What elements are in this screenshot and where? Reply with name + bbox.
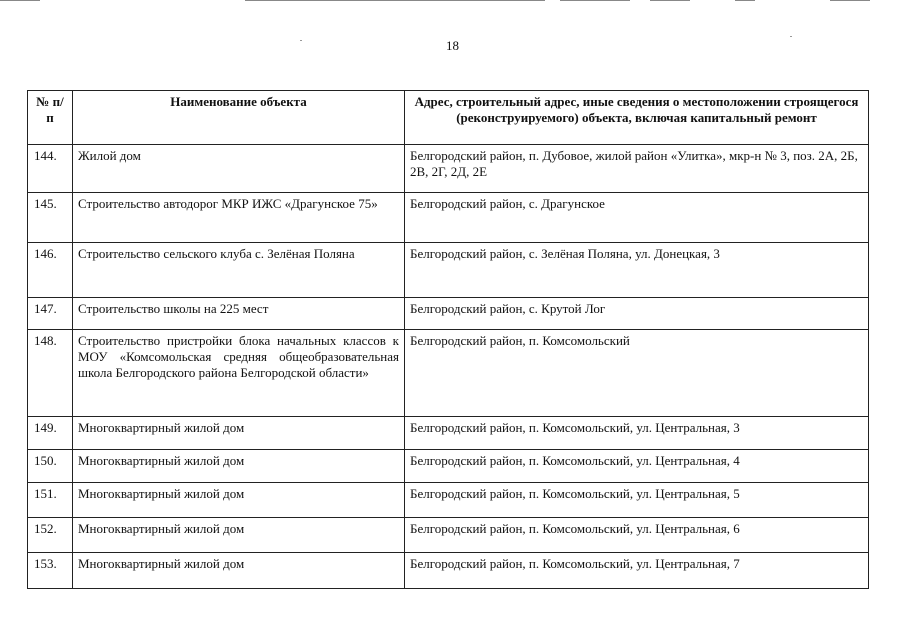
table-row (28, 553, 869, 589)
row-num: 150. (28, 450, 73, 483)
row-address: Белгородский район, п. Комсомольский, ул. Центральная, 4 (405, 450, 869, 483)
header-address: Адрес, строительный адрес, иные сведения о местоположении строящегося (реконструируемого) объекта, включая капитальный ремонт (405, 91, 869, 145)
table-row (28, 298, 869, 330)
row-address: Белгородский район, п. Комсомольский (405, 330, 869, 417)
row-name: Многоквартирный жилой дом (73, 417, 405, 450)
row-name: Многоквартирный жилой дом (73, 518, 405, 553)
table-row (28, 145, 869, 193)
row-name: Строительство автодорог МКР ИЖС «Драгунское 75» (73, 193, 405, 243)
row-address: Белгородский район, п. Комсомольский, ул. Центральная, 7 (405, 553, 869, 589)
row-name: Строительство сельского клуба с. Зелёная Поляна (73, 243, 405, 298)
scan-artifact (0, 0, 40, 1)
row-num: 147. (28, 298, 73, 330)
table-header-row (28, 91, 869, 145)
row-name: Многоквартирный жилой дом (73, 483, 405, 518)
table-row (28, 193, 869, 243)
row-name: Многоквартирный жилой дом (73, 553, 405, 589)
row-num: 152. (28, 518, 73, 553)
scan-artifact (735, 0, 755, 1)
header-num: № п/п (28, 91, 73, 145)
page-number: 18 (446, 38, 459, 53)
row-num: 148. (28, 330, 73, 417)
row-address: Белгородский район, п. Дубовое, жилой район «Улитка», мкр-н № 3, поз. 2А, 2Б, 2В, 2Г, 2Д, 2Е (405, 145, 869, 193)
scan-artifact (650, 0, 690, 1)
scan-speck (790, 36, 792, 37)
table-row (28, 450, 869, 483)
table-row (28, 518, 869, 553)
row-num: 151. (28, 483, 73, 518)
row-num: 149. (28, 417, 73, 450)
table-row (28, 330, 869, 417)
table-row (28, 243, 869, 298)
scan-artifact (560, 0, 630, 1)
scan-artifact (830, 0, 870, 1)
header-name: Наименование объекта (73, 91, 405, 145)
row-num: 153. (28, 553, 73, 589)
row-address: Белгородский район, п. Комсомольский, ул. Центральная, 5 (405, 483, 869, 518)
row-num: 144. (28, 145, 73, 193)
row-num: 146. (28, 243, 73, 298)
row-address: Белгородский район, п. Комсомольский, ул. Центральная, 3 (405, 417, 869, 450)
row-address: Белгородский район, с. Драгунское (405, 193, 869, 243)
row-address: Белгородский район, п. Комсомольский, ул. Центральная, 6 (405, 518, 869, 553)
table-row (28, 483, 869, 518)
scan-artifact (245, 0, 545, 1)
row-name: Многоквартирный жилой дом (73, 450, 405, 483)
objects-table (27, 90, 869, 589)
row-name: Жилой дом (73, 145, 405, 193)
row-name: Строительство пристройки блока начальных классов к МОУ «Комсомольская средняя общеобразовательная школа Белгородского района Белгородской области» (73, 330, 405, 417)
row-address: Белгородский район, с. Зелёная Поляна, ул. Донецкая, 3 (405, 243, 869, 298)
row-name: Строительство школы на 225 мест (73, 298, 405, 330)
row-address: Белгородский район, с. Крутой Лог (405, 298, 869, 330)
table-row (28, 417, 869, 450)
row-num: 145. (28, 193, 73, 243)
